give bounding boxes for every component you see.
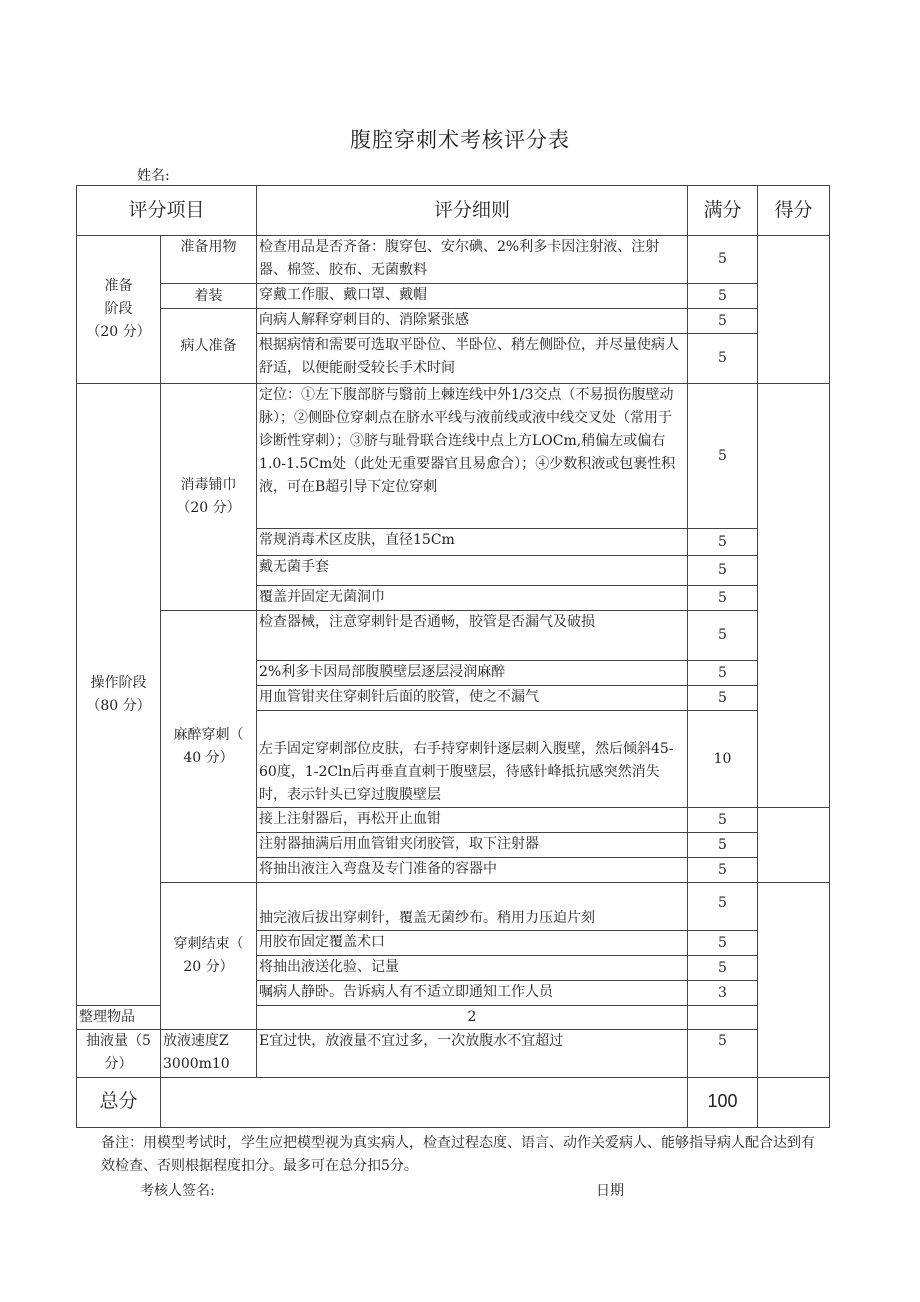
name-label: 姓名: (137, 168, 170, 184)
total-blank (161, 1078, 688, 1128)
sub-materials: 准备用物 (161, 236, 257, 284)
sub-draw-name: 抽液量（5 (86, 1033, 151, 1049)
detail-cell: 检查用品是否齐备：腹穿包、安尔碘、2%利多卡因注射液、注射器、棉签、胶布、无菌敷料 (257, 236, 688, 284)
stage-prep-score: （20 分） (86, 324, 151, 340)
detail-cell: 将抽出液送化验、记量 (257, 956, 688, 981)
full-score-cell: 5 (688, 808, 758, 833)
detail-cell: 穿戴工作服、戴口罩、戴帽 (257, 284, 688, 309)
got-score-total[interactable] (758, 1078, 830, 1128)
full-score-cell: 5 (688, 309, 758, 334)
detail-cell: 根据病情和需要可选取平卧位、半卧位、稍左侧卧位，并尽量使病人舒适，以便能耐受较长手术时间 (257, 334, 688, 384)
full-score-cell: 3 (688, 981, 758, 1006)
table-row (77, 611, 830, 661)
total-score: 100 (707, 1091, 738, 1111)
got-score-prep[interactable] (758, 236, 830, 384)
table-row (77, 284, 830, 309)
full-score-cell: 5 (688, 858, 758, 883)
full-score-cell: 5 (688, 1030, 758, 1078)
header-full-score: 满分 (688, 186, 758, 236)
stage-op-score: （80 分） (86, 697, 151, 714)
detail-cell: 覆盖并固定无菌洞巾 (257, 586, 688, 611)
score-table (76, 185, 830, 1128)
total-row (77, 1078, 830, 1128)
sub-dress: 着装 (161, 284, 257, 309)
total-label-text: 总分 (99, 1090, 138, 1112)
sub-disinfect-cell (161, 384, 257, 611)
full-score-cell: 2 (257, 1006, 688, 1030)
header-got-score: 得分 (758, 186, 830, 236)
page-title: 腹腔穿刺术考核评分表 (350, 128, 570, 152)
sub-speed-cont: 3000m10 (163, 1056, 230, 1072)
full-score-cell: 5 (688, 334, 758, 384)
date-label: 日期 (596, 1183, 624, 1199)
detail-cell: 注射器抽满后用血管钳夹闭胶管，取下注射器 (257, 833, 688, 858)
stage-prep-cell (77, 236, 161, 384)
detail-cell: 左手固定穿刺部位皮肤，右手持穿刺针逐层刺入腹壁，然后倾斜45-60度，1-2Cln后再垂直直刺于腹壁层，待感针峰抵抗感突然消失时，表示针头已穿过腹膜壁层 (257, 711, 688, 808)
detail-cell: 将抽出液注入弯盘及专门准备的容器中 (257, 858, 688, 883)
total-label (77, 1078, 161, 1128)
sub-end-cell (161, 883, 257, 1030)
detail-cell: 抽完液后拔出穿刺针，覆盖无菌纱布。稍用力压迫片刻 (257, 883, 688, 931)
full-score-cell: 5 (688, 956, 758, 981)
total-score-cell (688, 1078, 758, 1128)
table-row (77, 1030, 830, 1078)
detail-cell: 戴无菌手套 (257, 556, 688, 586)
detail-cell: 整理物品 (77, 1006, 161, 1030)
detail-cell: 2%利多卡因局部腹膜壁层逐层浸润麻醉 (257, 661, 688, 686)
header-item: 评分项目 (77, 186, 257, 236)
header-detail: 评分细则 (257, 186, 688, 236)
full-score-cell: 5 (688, 556, 758, 586)
note-text: 备注：用模型考试时，学生应把模型视为真实病人，检查过程态度、语言、动作关爱病人、能够指导病人配合达到有效检查、否则根据程度扣分。最多可在总分扣5分。 (101, 1135, 815, 1174)
sub-anes-cell (161, 611, 257, 883)
detail-cell: 定位：①左下腹部脐与翳前上棘连线中外1/3交点（不易损伤腹壁动脉）；②侧卧位穿刺点在脐水平线与液前线或液中线交叉处（常用于诊断性穿刺）；③脐与耻骨联合连线中点上方LOCm,稍偏左或偏右1.0-1.5Cm处（此处无重要器官且易愈合）；④少数积液或包裹性积液，可在B超引导下定位穿刺 (257, 384, 688, 529)
sub-disinfect-name: 消毒铺巾 (180, 477, 237, 493)
table-row (77, 236, 830, 284)
detail-cell: 嘱病人静卧。告诉病人有不适立即通知工作人员 (257, 981, 688, 1006)
stage-op-name: 操作阶段 (90, 674, 147, 691)
sub-speed-name: 放液速度Z (163, 1033, 229, 1049)
got-score-anes[interactable] (758, 808, 830, 883)
sub-draw-cell (77, 1030, 161, 1078)
full-score-cell: 5 (688, 686, 758, 711)
full-score-cell: 5 (688, 284, 758, 309)
full-score-cell: 5 (688, 529, 758, 556)
full-score-cell: 5 (688, 236, 758, 284)
table-row (77, 883, 830, 931)
detail-cell: 检查器械，注意穿刺针是否通畅，胶管是否漏气及破损 (257, 611, 688, 661)
stage-op-cell (77, 384, 161, 1006)
detail-cell: 用胶布固定覆盖术口 (257, 931, 688, 956)
detail-cell: 用血管钳夹住穿刺针后面的胶管，使之不漏气 (257, 686, 688, 711)
full-score-cell: 5 (688, 931, 758, 956)
sub-speed-cell (161, 1030, 257, 1078)
got-score-end[interactable] (758, 883, 830, 1078)
table-row (77, 309, 830, 334)
full-score-cell: 5 (688, 833, 758, 858)
detail-cell: 接上注射器后，再松开止血钳 (257, 808, 688, 833)
full-score-cell: 5 (688, 384, 758, 529)
detail-cell: 常规消毒术区皮肤，直径15Cm (257, 529, 688, 556)
full-score-cell: 10 (688, 711, 758, 808)
stage-prep-name: 准备 (104, 278, 133, 294)
detail-cell: E宜过快，放液量不宜过多，一次放腹水不宜超过 (257, 1030, 688, 1078)
signature-label: 考核人签名: (140, 1183, 215, 1199)
full-score-cell: 5 (688, 661, 758, 686)
stage-prep-name2: 阶段 (104, 301, 133, 317)
header-row (77, 186, 830, 236)
detail-cell: 向病人解释穿刺目的、消除紧张感 (257, 309, 688, 334)
full-score-cell: 5 (688, 586, 758, 611)
sub-anes-score: 40 分） (183, 749, 234, 766)
sub-disinfect-score: （20 分） (176, 500, 241, 516)
sub-draw-score: 分） (104, 1056, 133, 1072)
sub-end-name: 穿刺结束（ (173, 936, 244, 952)
sub-end-score: 20 分） (183, 959, 234, 975)
table-row (77, 384, 830, 529)
sub-patient: 病人准备 (161, 309, 257, 384)
got-score-disinfect[interactable] (758, 384, 830, 808)
full-score-cell: 5 (688, 611, 758, 661)
sub-anes-name: 麻醉穿刺（ (173, 726, 244, 743)
full-score-cell: 5 (688, 883, 758, 931)
